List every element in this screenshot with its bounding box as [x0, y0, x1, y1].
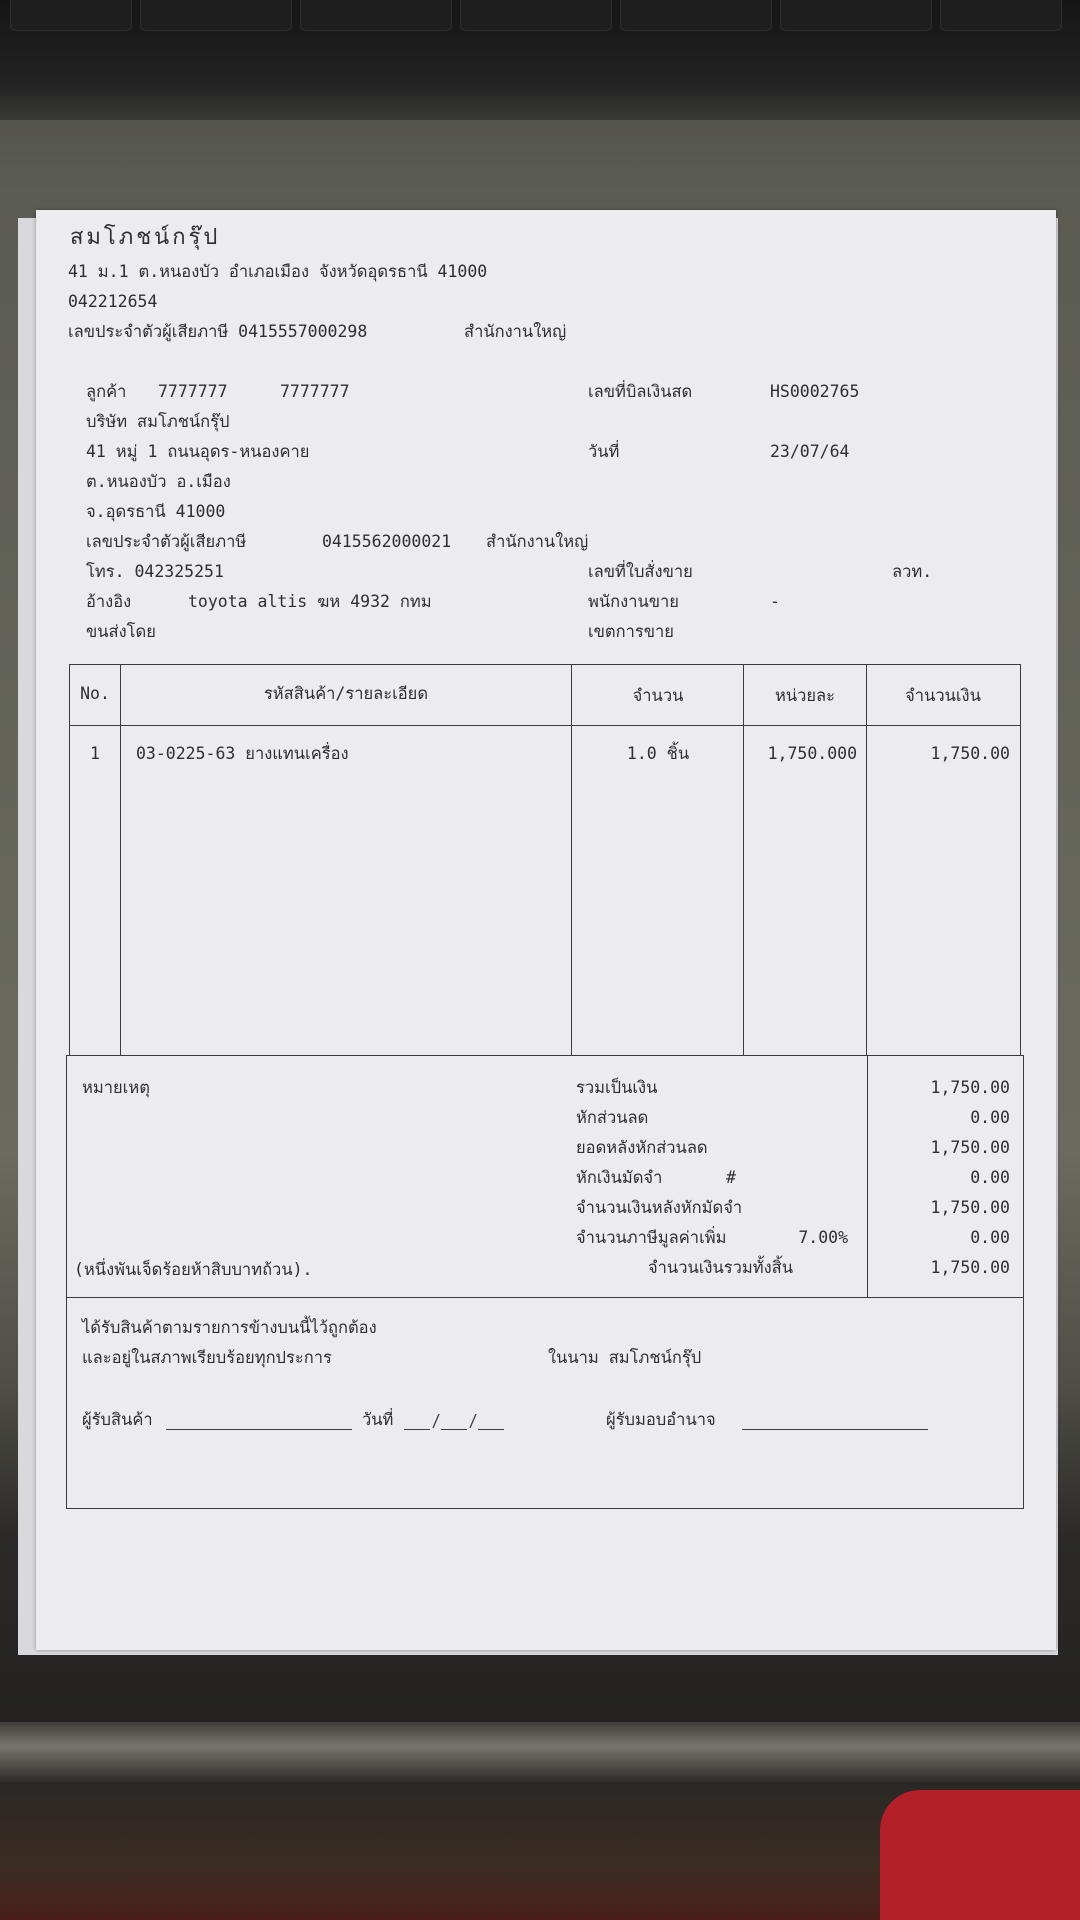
column-divider [120, 664, 121, 1056]
keyboard-key [620, 0, 772, 31]
date-label: วันที่ [588, 442, 620, 461]
vat-label: จำนวนภาษีมูลค่าเพิ่ม [576, 1228, 727, 1247]
row-amount: 1,750.00 [930, 744, 1010, 763]
after-discount-label: ยอดหลังหักส่วนลด [576, 1138, 708, 1157]
amount-in-words: (หนึ่งพันเจ็ดร้อยห้าสิบบาทถ้วน). [74, 1260, 313, 1279]
order-no-value: ลวท. [892, 562, 933, 581]
row-no: 1 [90, 744, 100, 763]
column-divider [743, 664, 744, 1056]
reference-value: toyota altis ฆห 4932 กทม [188, 592, 432, 611]
keyboard-background [0, 0, 1080, 120]
header-description: รหัสสินค้า/รายละเอียด [263, 684, 429, 703]
company-tax-id: เลขประจำตัวผู้เสียภาษี 0415557000298 [68, 322, 368, 341]
keyboard-key [300, 0, 452, 31]
company-address: 41 ม.1 ต.หนองบัว อำเภอเมือง จังหวัดอุดรธานี 41000 [68, 262, 488, 281]
summary-column-divider [867, 1055, 868, 1297]
subtotal-label: รวมเป็นเงิน [576, 1078, 658, 1097]
customer-name: บริษัท สมโภชน์กรุ๊ป [86, 412, 230, 431]
customer-branch: สำนักงานใหญ่ [486, 532, 589, 551]
customer-label: ลูกค้า [86, 382, 127, 401]
header-quantity: จำนวน [632, 686, 684, 705]
shipping-label: ขนส่งโดย [86, 622, 156, 641]
date-value: 23/07/64 [770, 442, 850, 461]
receive-date-label: วันที่ [362, 1410, 394, 1429]
company-name: สมโภชน์กรุ๊ป [70, 225, 221, 250]
keyboard-key [460, 0, 612, 31]
deposit-value: 0.00 [970, 1168, 1010, 1187]
subtotal-value: 1,750.00 [930, 1078, 1010, 1097]
column-divider [866, 664, 867, 1056]
deposit-marker: # [726, 1168, 736, 1187]
on-behalf-of: ในนาม สมโภชน์กรุ๊ป [548, 1348, 702, 1367]
authorized-label: ผู้รับมอบอำนาจ [606, 1410, 716, 1429]
receiver-signature-line [166, 1429, 352, 1430]
company-branch: สำนักงานใหญ่ [464, 322, 567, 341]
salesperson-label: พนักงานขาย [588, 592, 679, 611]
keyboard-key [140, 0, 292, 31]
row-quantity: 1.0 ชิ้น [626, 744, 690, 763]
reference-label: อ้างอิง [86, 592, 132, 611]
keyboard-key [780, 0, 932, 31]
after-deposit-label: จำนวนเงินหลังหักมัดจำ [576, 1198, 743, 1217]
bill-no-label: เลขที่บิลเงินสด [588, 382, 693, 401]
date-slashes [430, 1412, 510, 1432]
sales-zone-label: เขตการขาย [588, 622, 674, 641]
receiver-label: ผู้รับสินค้า [82, 1410, 153, 1429]
remark-label: หมายเหตุ [82, 1078, 150, 1097]
receipt-paper [36, 210, 1056, 1650]
row-unit-price: 1,750.000 [767, 744, 857, 763]
row-description: 03-0225-63 ยางแทนเครื่อง [136, 744, 349, 763]
vat-rate: 7.00% [798, 1228, 848, 1247]
customer-tax-id: 0415562000021 [322, 532, 452, 551]
customer-code-2: 7777777 [280, 382, 350, 401]
after-deposit-value: 1,750.00 [930, 1198, 1010, 1217]
customer-address-3: จ.อุดรธานี 41000 [86, 502, 226, 521]
customer-tax-label: เลขประจำตัวผู้เสียภาษี [86, 532, 247, 551]
receipt-confirmation-line-2: และอยู่ในสภาพเรียบร้อยทุกประการ [82, 1348, 332, 1367]
red-cloth [880, 1790, 1080, 1920]
discount-value: 0.00 [970, 1108, 1010, 1127]
vat-value: 0.00 [970, 1228, 1010, 1247]
header-no: No. [80, 684, 110, 703]
customer-address-1: 41 หมู่ 1 ถนนอุดร-หนองคาย [86, 442, 310, 461]
keyboard-key [940, 0, 1062, 31]
summary-footer-divider [66, 1297, 1024, 1298]
grand-total-label: จำนวนเงินรวมทั้งสิ้น [648, 1258, 794, 1277]
customer-code: 7777777 [158, 382, 228, 401]
after-discount-value: 1,750.00 [930, 1138, 1010, 1157]
keyboard-key [10, 0, 132, 31]
date-day-line [404, 1429, 430, 1430]
customer-address-2: ต.หนองบัว อ.เมือง [86, 472, 231, 491]
grand-total-value: 1,750.00 [930, 1258, 1010, 1277]
company-phone: 042212654 [68, 292, 158, 311]
customer-phone: โทร. 042325251 [86, 562, 224, 581]
discount-label: หักส่วนลด [576, 1108, 649, 1127]
bill-no: HS0002765 [770, 382, 860, 401]
items-table [69, 664, 1021, 1056]
table-header-divider [69, 725, 1021, 726]
header-unit-price: หน่วยละ [774, 686, 836, 705]
receipt-confirmation-line-1: ได้รับสินค้าตามรายการข้างบนนี้ไว้ถูกต้อง [82, 1318, 377, 1337]
salesperson-value: - [770, 592, 780, 611]
order-no-label: เลขที่ใบสั่งขาย [588, 562, 693, 581]
deposit-label: หักเงินมัดจำ [576, 1168, 663, 1187]
column-divider [571, 664, 572, 1056]
header-amount: จำนวนเงิน [905, 686, 981, 705]
authorized-signature-line [742, 1429, 928, 1430]
table-edge [0, 1722, 1080, 1782]
